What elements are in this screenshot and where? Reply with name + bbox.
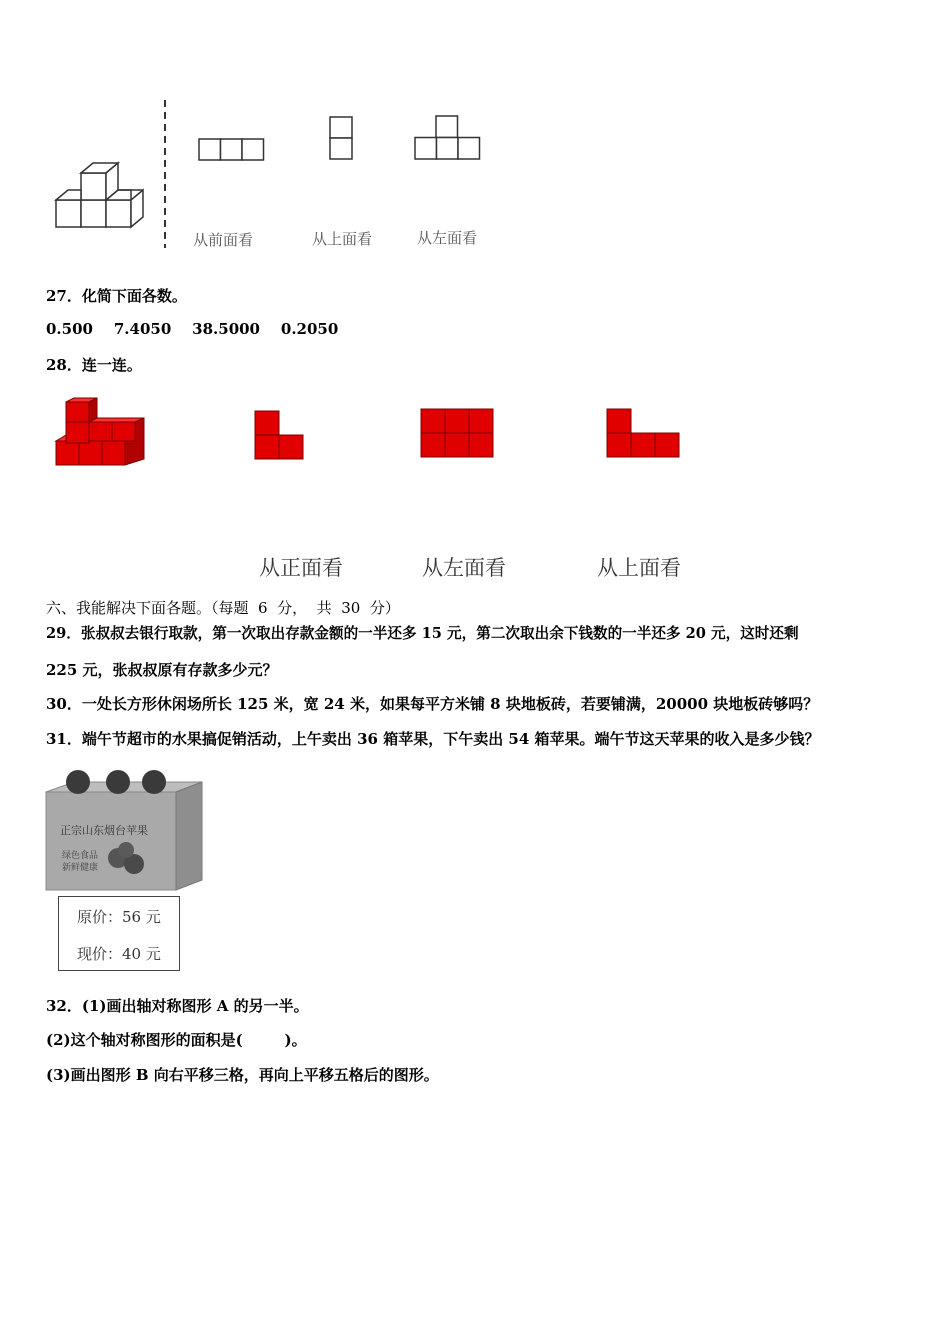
caption-left-view: 从左面看 — [417, 229, 478, 247]
price-box — [58, 896, 180, 971]
q32-line2: (2)这个轴对称图形的面积是( )。 — [46, 1031, 307, 1049]
apple-box-sub2: 新鲜健康 — [62, 863, 99, 873]
q28-title: 28．连一连。 — [46, 356, 142, 374]
red-view-l-wide — [606, 408, 680, 460]
q29-line1: 29．张叔叔去银行取款，第一次取出存款金额的一半还多 15 元，第二次取出余下钱数的一半还多 20 元，这时还剩 — [46, 625, 799, 642]
section6-title: 六、我能解决下面各题。（每题 6 分， 共 30 分） — [46, 599, 400, 617]
red-cube-stack — [52, 397, 152, 469]
apple-box-label: 正宗山东烟台苹果 — [60, 824, 148, 837]
q27-title: 27．化简下面各数。 — [46, 287, 187, 305]
q30-text: 30．一处长方形休闲场所长 125 米，宽 24 米，如果每平方米铺 8 块地板砖，若要铺满，20000 块地板砖够吗？ — [46, 695, 819, 713]
red-view-l-small — [254, 410, 306, 462]
dashed-divider — [160, 100, 170, 248]
caption-top-view: 从上面看 — [312, 230, 373, 248]
red-view-grid-2x3 — [420, 408, 494, 460]
left-view-grid — [414, 115, 484, 161]
cube-stack-figure — [50, 155, 150, 235]
top-view-grid — [329, 116, 355, 162]
q28-caption-front: 从正面看 — [259, 556, 343, 580]
q29-line2: 225 元，张叔叔原有存款多少元？ — [46, 661, 278, 679]
current-price: 现价：40 元 — [77, 945, 161, 963]
original-price: 原价：56 元 — [77, 908, 161, 926]
q31-text: 31．端午节超市的水果搞促销活动，上午卖出 36 箱苹果，下午卖出 54 箱苹果。端午节这天苹果的收入是多少钱？ — [46, 730, 820, 748]
q32-line1: 32．(1)画出轴对称图形 A 的另一半。 — [46, 997, 309, 1015]
apple-box-sub1: 绿色食品 — [62, 851, 99, 861]
q28-caption-top: 从上面看 — [597, 556, 681, 580]
q32-line3: (3)画出图形 B 向右平移三格，再向上平移五格后的图形。 — [46, 1066, 439, 1084]
q27-numbers: 0.500 7.4050 38.5000 0.2050 — [46, 320, 339, 338]
q28-caption-left: 从左面看 — [422, 556, 506, 580]
caption-front-view: 从前面看 — [193, 231, 254, 249]
front-view-grid — [198, 138, 266, 162]
